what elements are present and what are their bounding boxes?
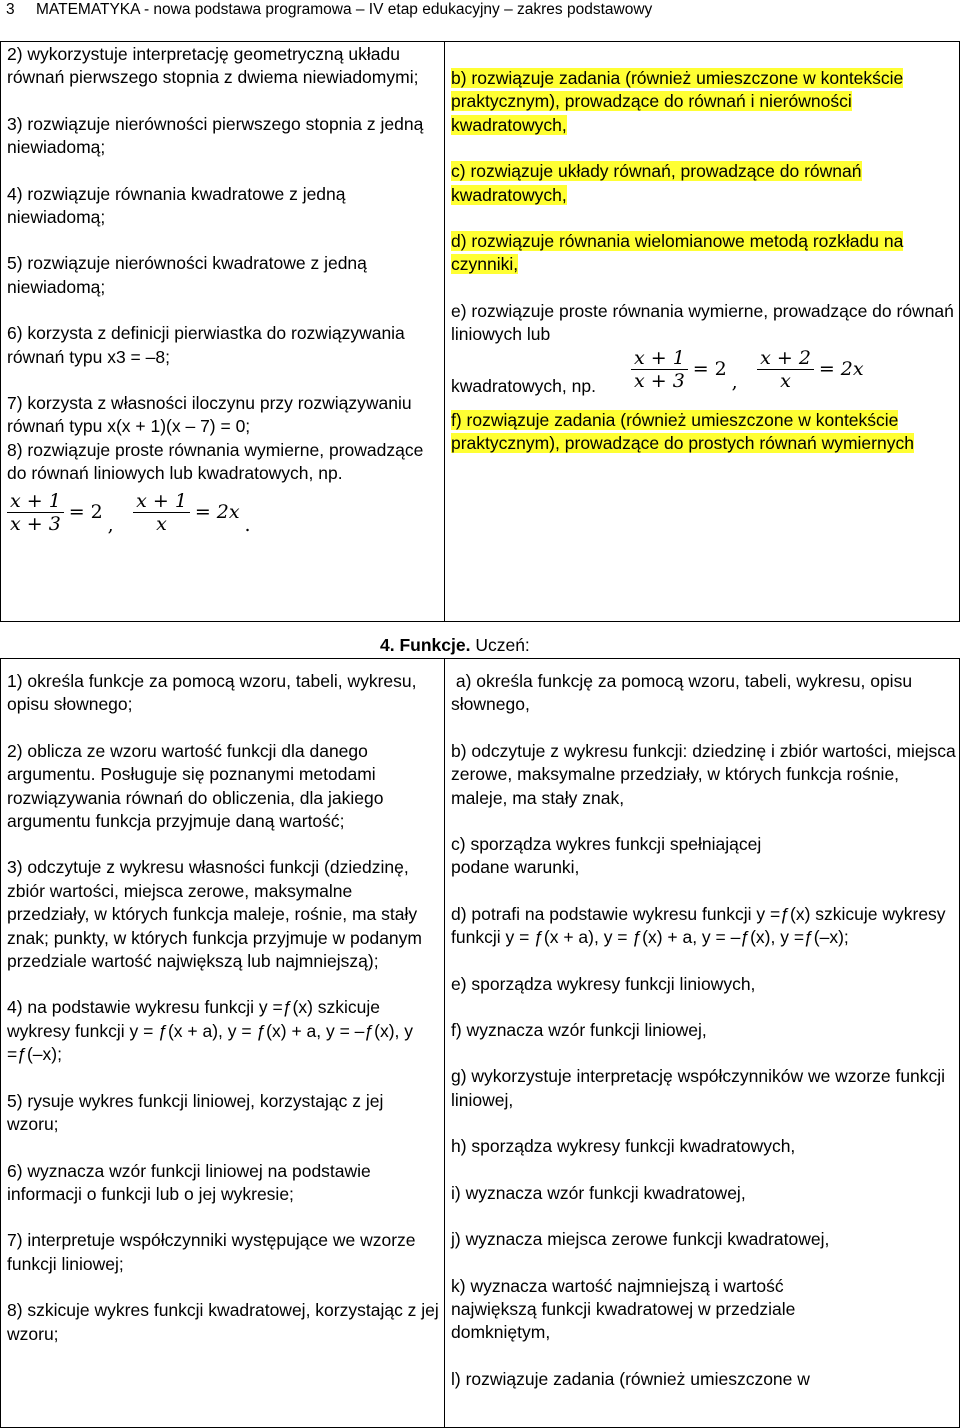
section-heading: 4. Funkcje. Uczeń: xyxy=(380,635,530,655)
formula-example: $\frac{x + 1}{x + 3}$ = 2 , $\frac{x + 1}{x}$ = 2x . xyxy=(7,490,439,538)
list-item: 4) na podstawie wykresu funkcji y =ƒ(x) szkicuje wykresy funkcji y = ƒ(x + a), y = ƒ(x) + a, y = –ƒ(x), y =ƒ(–x); xyxy=(7,997,414,1065)
bottom-table xyxy=(0,658,960,1428)
list-item: 7) interpretuje współczynniki występujące we wzorze funkcji liniowej; xyxy=(7,1230,416,1274)
fraction: $\frac{x + 1}{x}$ xyxy=(133,490,190,535)
list-item: 6) korzysta z definicji pierwiastka do rozwiązywania równań typu x3 = –8; xyxy=(7,323,405,367)
top-right-cell xyxy=(451,42,956,621)
highlighted-item: d) rozwiązuje równania wielomianowe metodą rozkładu na czynniki, xyxy=(451,231,904,275)
list-item: 2) wykorzystuje interpretację geometryczną układu równań pierwszego stopnia z dwiema niewiadomymi; xyxy=(7,44,419,88)
list-item: d) potrafi na podstawie wykresu funkcji y =ƒ(x) szkicuje wykresy funkcji y = ƒ(x + a), y = ƒ(x) + a, y = –ƒ(x), y =ƒ(–x); xyxy=(451,903,946,948)
list-item: 6) wyznacza wzór funkcji liniowej na podstawie informacji o funkcji lub o jej wykresie; xyxy=(7,1160,371,1204)
highlighted-item: b) rozwiązuje zadania (również umieszczone w kontekście praktycznym), prowadzące do równań i nierówności kwadratowych, xyxy=(451,68,904,135)
fraction: $\frac{x + 1}{x + 3}$ xyxy=(7,490,64,535)
bottom-right-cell xyxy=(451,659,956,1427)
list-item: f) wyznacza wzór funkcji liniowej, xyxy=(451,1020,707,1041)
list-item: 8) szkicuje wykres funkcji kwadratowej, korzystając z jej wzoru; xyxy=(7,1300,439,1344)
list-item: 5) rozwiązuje nierówności kwadratowe z jedną niewiadomą; xyxy=(7,253,367,297)
list-item: 2) oblicza ze wzoru wartość funkcji dla danego argumentu. Posługuje się poznanymi metodami rozwiązywania równań do obliczenia, dla jakiego argumentu funkcja przyjmuje daną wartość; xyxy=(7,740,384,832)
list-item: a) określa funkcję za pomocą wzoru, tabeli, wykresu, opisu słownego, xyxy=(451,671,917,715)
list-item: 3) odczytuje z wykresu własności funkcji (dziedzinę, zbiór wartości, miejsca zerowe, maksymalne przedziały, w których funkcja maleje, rośnie, ma stały znak; punkty, w których funkcja przyjmuje w podanym przedziale wartość największą lub najmniejszą); xyxy=(7,857,422,972)
list-item: h) sporządza wykresy funkcji kwadratowych, xyxy=(451,1136,796,1157)
top-table xyxy=(0,41,960,622)
page-number: 3 xyxy=(6,1,15,18)
page-header xyxy=(6,0,652,20)
list-item: g) wykorzystuje interpretację współczynników we wzorze funkcji liniowej, xyxy=(451,1066,946,1110)
highlighted-item: f) rozwiązuje zadania (również umieszczone w kontekście praktycznym), prowadzące do prostych równań wymiernych xyxy=(451,409,914,454)
top-left-cell xyxy=(7,42,439,621)
list-item: k) wyznacza wartość najmniejszą i wartość największą funkcji kwadratowej w przedziale domkniętym, xyxy=(451,1275,796,1343)
list-item: b) odczytuje z wykresu funkcji: dziedzinę i zbiór wartości, miejsca zerowe, maksymalne przedziały, w których funkcja rośnie, maleje, ma stały znak, xyxy=(451,740,956,808)
list-item: 4) rozwiązuje równania kwadratowe z jedną niewiadomą; xyxy=(7,183,346,228)
list-item: j) wyznacza miejsca zerowe funkcji kwadratowej, xyxy=(451,1229,830,1250)
list-item: 8) rozwiązuje proste równania wymierne, prowadzące do równań liniowych lub kwadratowych, np. xyxy=(7,439,424,484)
bottom-left-cell xyxy=(7,659,439,1427)
list-item: i) wyznacza wzór funkcji kwadratowej, xyxy=(451,1182,746,1203)
list-item: e) sporządza wykresy funkcji liniowych, xyxy=(451,973,756,994)
list-item: 3) rozwiązuje nierówności pierwszego stopnia z jedną niewiadomą; xyxy=(7,113,424,158)
header-title: MATEMATYKA - nowa podstawa programowa – IV etap edukacyjny – zakres podstawowy xyxy=(36,1,653,18)
list-item: e) rozwiązuje proste równania wymierne, prowadzące do równań liniowych lub xyxy=(451,300,954,345)
list-item: 5) rysuje wykres funkcji liniowej, korzystając z jej wzoru; xyxy=(7,1090,384,1135)
list-item: 7) korzysta z własności iloczynu przy rozwiązywaniu równań typu x(x + 1)(x – 7) = 0; xyxy=(7,393,412,437)
list-item: l) rozwiązuje zadania (również umieszczone w xyxy=(451,1368,810,1389)
formula-example: kwadratowych, np. $\frac{x + 1}{x + 3}$ = 2 , $\frac{x + 2}{x}$ = 2x xyxy=(451,347,956,405)
fraction: $\frac{x + 1}{x + 3}$ xyxy=(631,347,688,392)
list-item: 1) określa funkcje za pomocą wzoru, tabeli, wykresu, opisu słownego; xyxy=(7,671,417,715)
list-item-tail: kwadratowych, np. xyxy=(451,375,596,396)
fraction: $\frac{x + 2}{x}$ xyxy=(757,347,814,392)
list-item: c) sporządza wykres funkcji spełniającej podane warunki, xyxy=(451,834,762,878)
highlighted-item: c) rozwiązuje układy równań, prowadzące do równań kwadratowych, xyxy=(451,161,862,205)
